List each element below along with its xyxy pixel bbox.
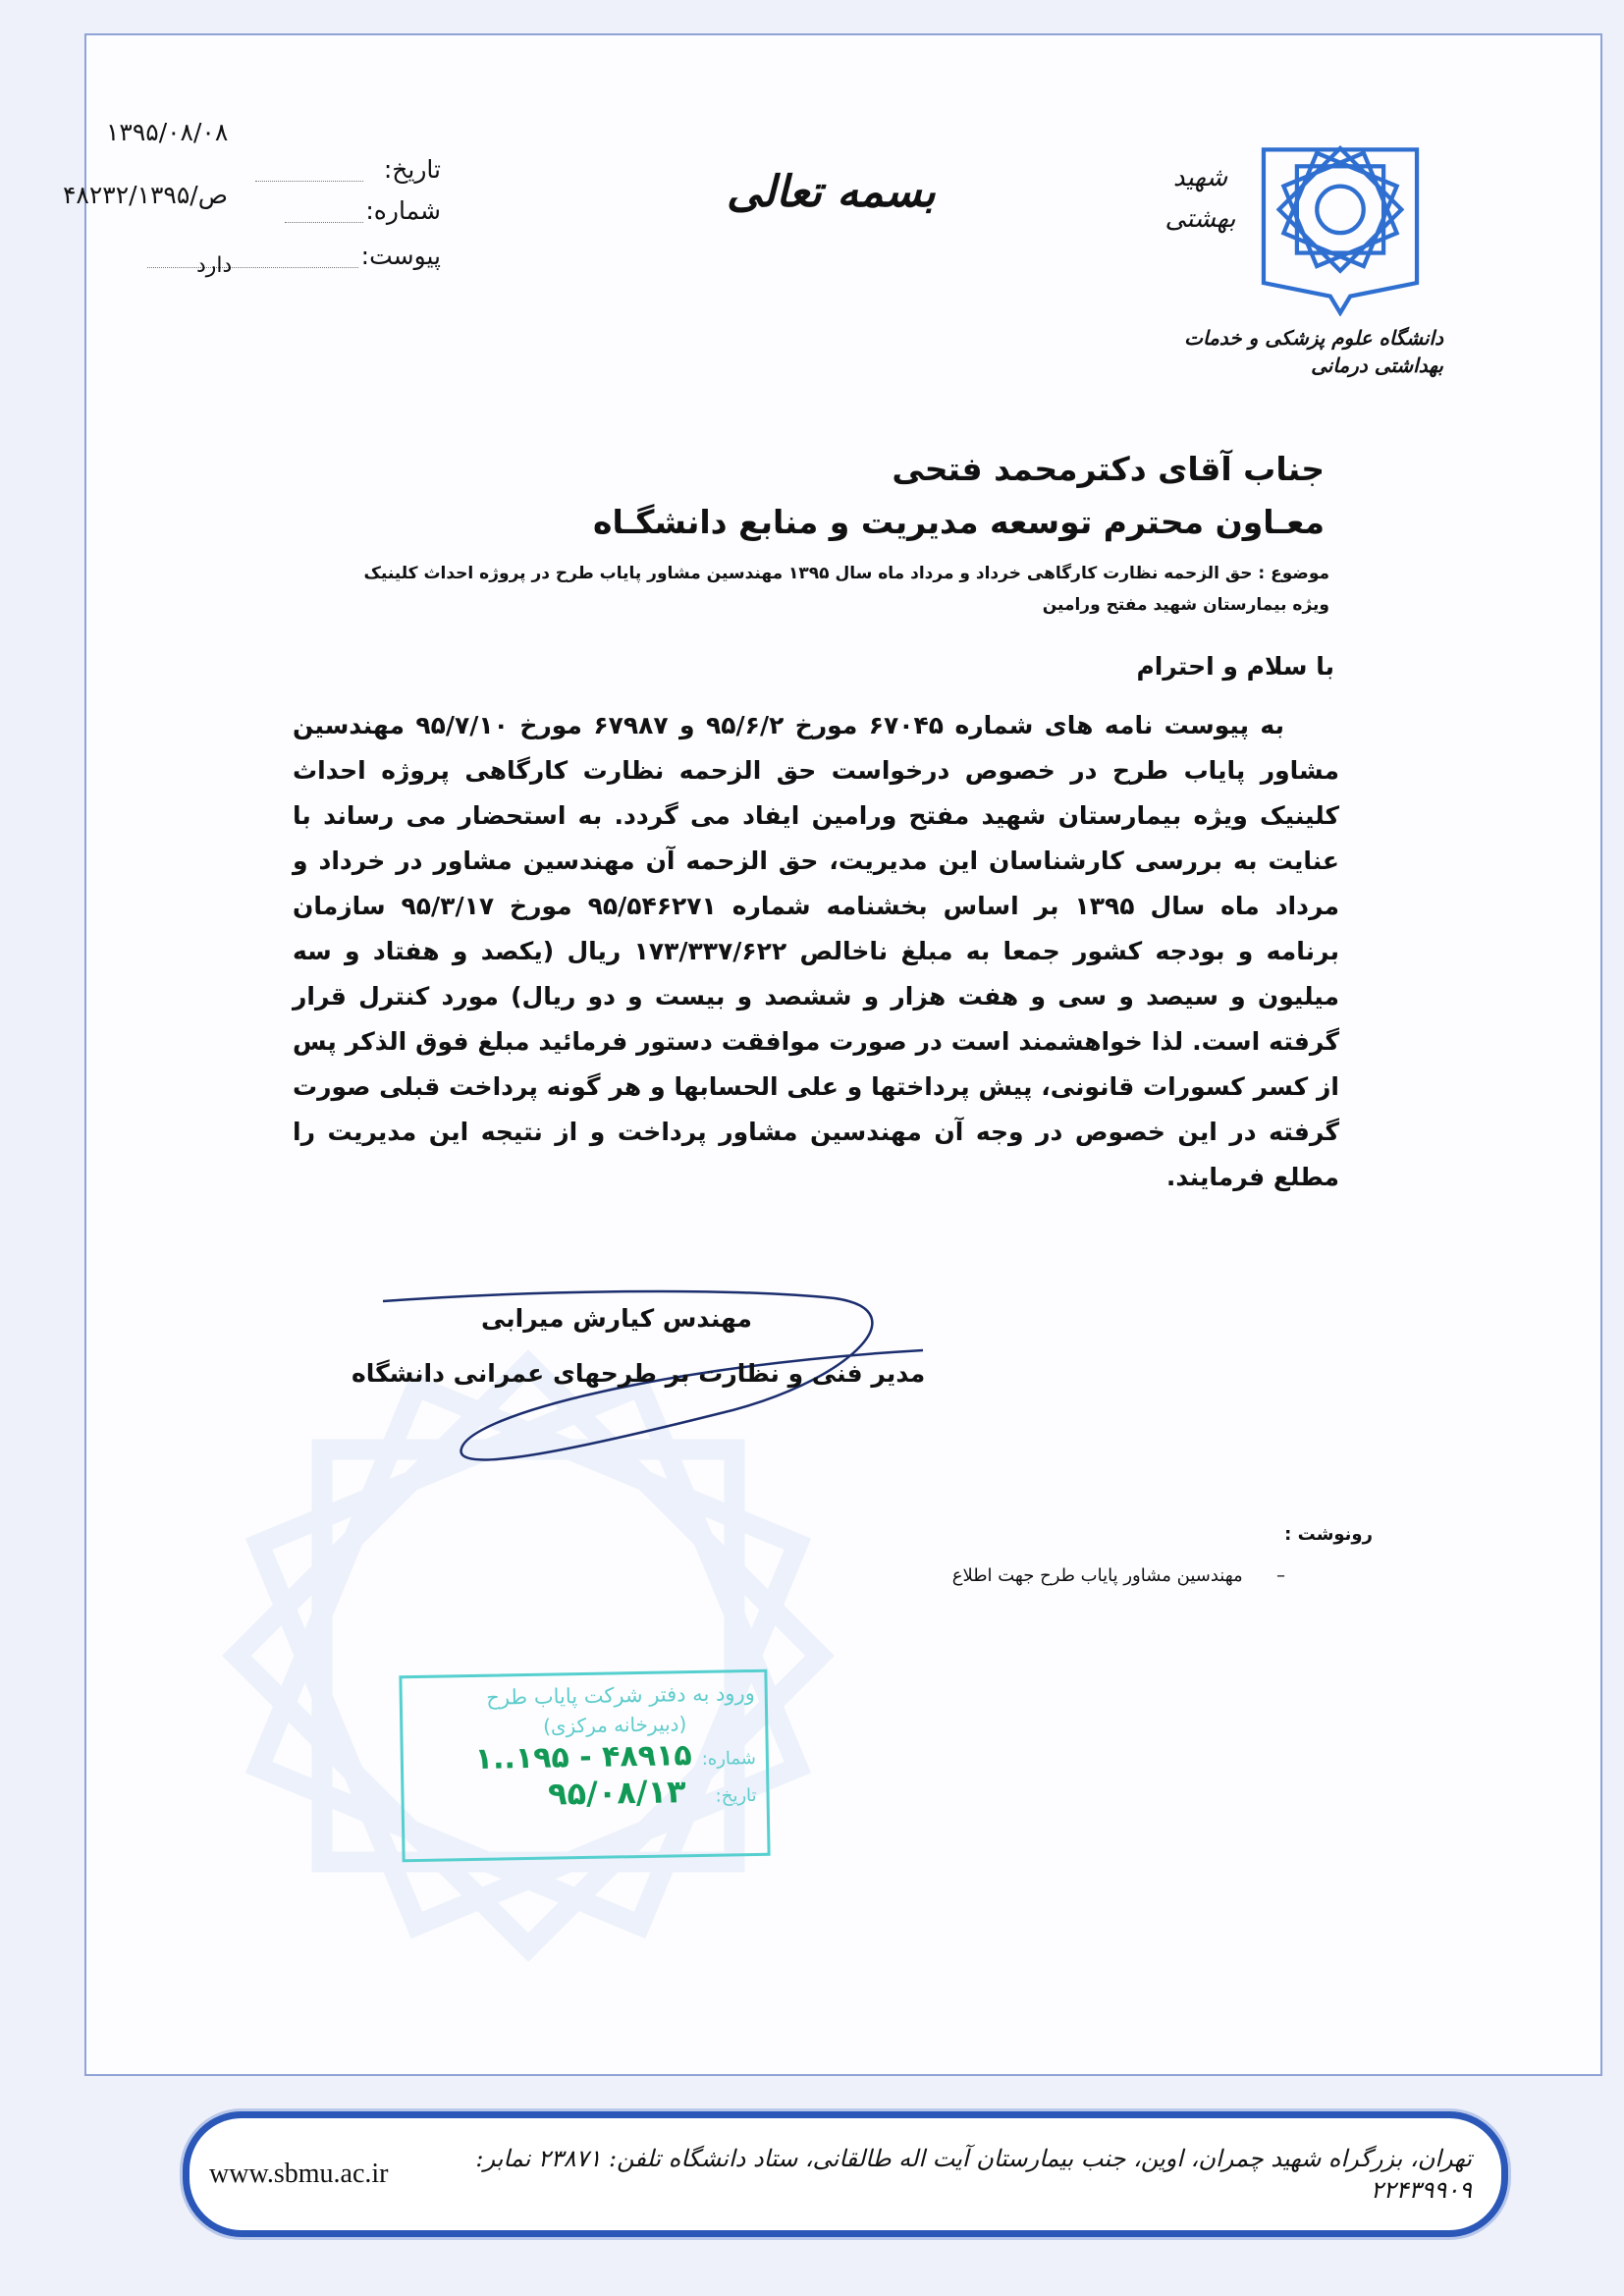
stamp-number-label: شماره: [701,1747,757,1770]
letterhead-footer [183,2111,1508,2237]
handwritten-date: ۱۳۹۵/۰۸/۰۸ [106,118,229,146]
subject: موضوع : حق الزحمه نظارت کارگاهی خرداد و مرداد ماه سال ۱۳۹۵ مهندسین مشاور پایاب طرح در پروژه احداث کلینیک ویژه بیمارستان شهید مفتح ورامین [363,564,1329,615]
body-line: کسورات قانونی، پیش پرداختها و علی الحسابها و هر گونه پرداخت قبلی صورت گرفته در این خصوص [293,1072,1339,1146]
recipient-title: معـاون محترم توسعه مدیریت و منابع دانشگـاه [593,503,1325,541]
letter-body [293,703,1339,1200]
body-line: حق الزحمه آن مهندسین مشاور در خرداد و مرداد ماه سال ۱۳۹۵ بر اساس بخشنامه شماره [293,847,1339,920]
stamp-line-2: (دبیرخانه مرکزی) [542,1712,687,1738]
attachment-value: دارد [196,253,233,278]
logo-text-university: دانشگاه علوم پزشکی و خدمات بهداشتی درمانی [1184,326,1443,377]
stamp-line-1: ورود به دفتر شرکت پایاب طرح [486,1680,755,1710]
date-label: تاریخ: [383,155,441,184]
body-line: شهید مفتح ورامین ایفاد می گردد. به استحضار می رساند با عنایت به بررسی کارشناسان این مدیریت، [293,801,1340,875]
footer-address: تهران، بزرگراه شهید چمران، اوین، جنب بیمارستان آیت اله طالقانی، ستاد دانشگاه تلفن: ۲۳۸۷۱ نمابر: ۲۲۴۳۹۹۰۹ [475,2145,1472,2204]
university-logo [1257,130,1424,316]
stamp-number-value: ۱..۱۹۵ - ۴۸۹۱۵ [474,1738,692,1777]
number-line [285,222,363,223]
logo-text-name: شهید بهشتی [1164,163,1236,234]
body-line: گرفته است. لذا خواهشمند است در صورت موافقت دستور فرمائید مبلغ فوق الذکر پس از کسر [293,1027,1339,1101]
body-line: در وجه آن مهندسین مشاور پرداخت و از نتیجه این مدیریت را مطلع فرمایند. [293,1118,1339,1191]
number-label: شماره: [365,196,441,225]
attachment-label: پیوست: [360,242,441,270]
recipient-name: جناب آقای دکترمحمد فتحی [892,450,1325,488]
cc-item: – مهندسین مشاور پایاب طرح جهت اطلاع [951,1565,1285,1586]
body-line: ۹۵/۵۴۶۲۷۱ مورخ ۹۵/۳/۱۷ سازمان برنامه و بودجه کشور جمعا به مبلغ ناخالص ۱۷۳/۳۳۷/۶۲۲ ریال [293,892,1339,965]
body-line: پایاب طرح در خصوص درخواست حق الزحمه نظارت کارگاهی پروژه احداث کلینیک ویژه بیمارستان [293,756,1339,830]
signer-title: مدیر فنی و نظارت بر طرحهای عمرانی دانشگاه [352,1359,926,1388]
body-line: (یکصد و هفتاد و سه میلیون و سیصد و سی و هفت هزار و ششصد و بیست و دو ریال) مورد کنترل قرار [293,937,1339,1011]
cc-bullet: – [1242,1565,1285,1586]
body-line: به پیوست نامه های شماره ۶۷۰۴۵ مورخ ۹۵/۶/۲ و ۶۷۹۸۷ مورخ ۹۵/۷/۱۰ مهندسین مشاور [293,711,1339,785]
website-link[interactable]: www.sbmu.ac.ir [209,2159,389,2189]
stamp-date-label: تاریخ: [715,1784,757,1807]
cc-label: رونوشت : [1284,1524,1373,1545]
invocation: بسمه تعالی [727,167,936,217]
rosette-icon [1257,130,1424,316]
greeting: با سلام و احترام [1136,652,1334,681]
letter-number: ۴۸۲۳۲/ص/۱۳۹۵ [63,181,228,209]
received-stamp [399,1669,770,1863]
attachment-line [147,267,358,268]
stamp-date-value: ۹۵/۰۸/۱۳ [547,1773,686,1813]
date-line [255,181,363,182]
signer-name: مهندس کیارش میرابی [481,1304,753,1333]
